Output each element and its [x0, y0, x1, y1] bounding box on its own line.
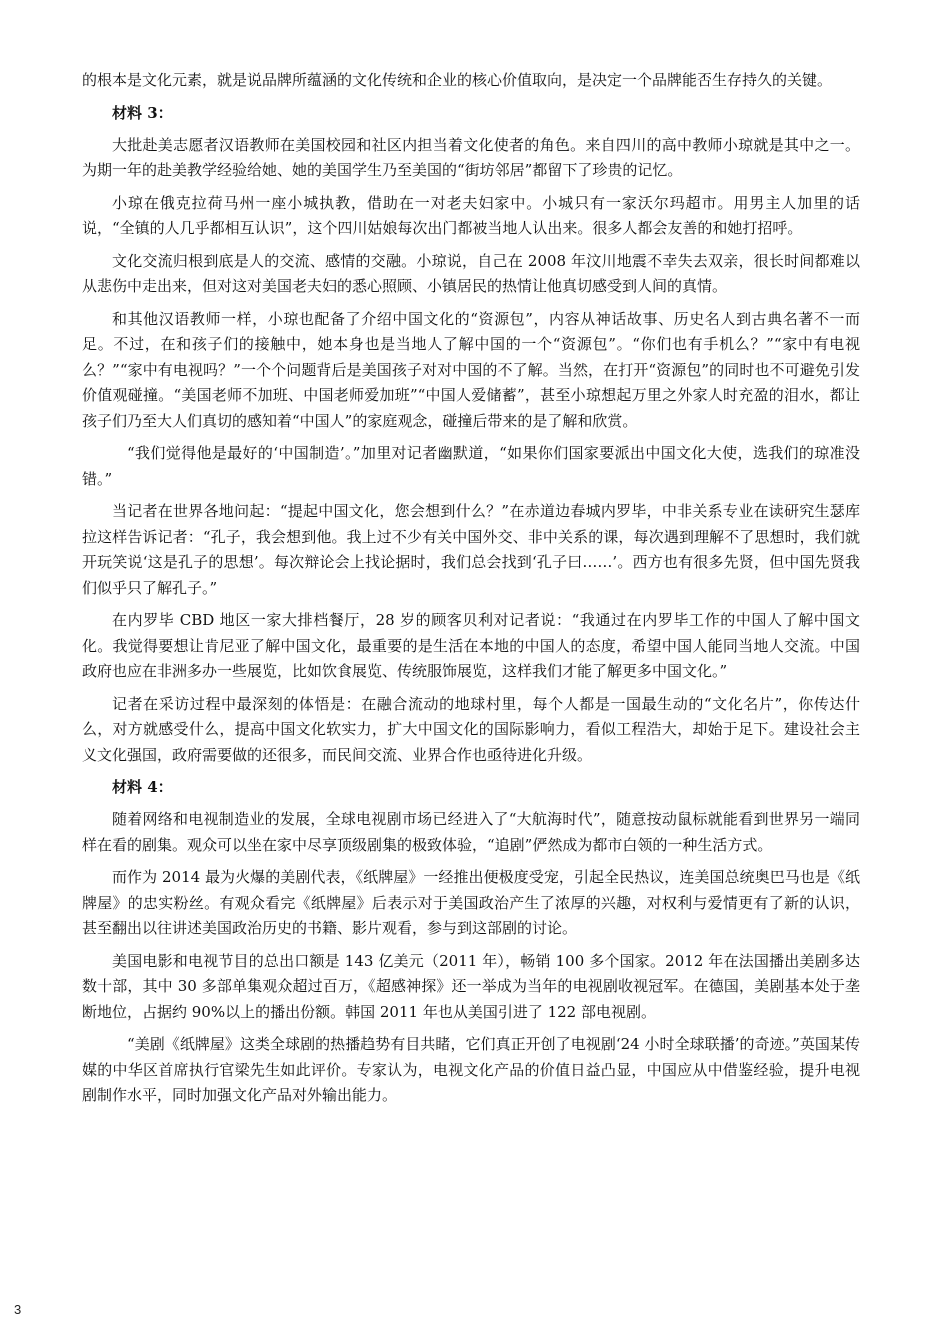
document-body: [82, 68, 860, 1116]
paragraph-continuation: 的根本是文化元素，就是说品牌所蕴涵的文化传统和企业的核心价值取向，是决定一个品牌能否生存持久的关键。: [82, 71, 833, 89]
paragraph: 在内罗毕 CBD 地区一家大排档餐厅，28 岁的顾客贝利对记者说：“我通过在内罗毕工作的中国人了解中国文化。我觉得要想让肯尼亚了解中国文化，最重要的是生活在本地的中国人的态度，希望中国人能同当地人交流。中国政府也应在非洲多办一些展览，比如饮食展览、传统服饰展览，这样我们才能了解更多中国文化。”: [82, 611, 860, 680]
paragraph-quote: “美剧《纸牌屋》这类全球剧的热播趋势有目共睹，它们真正开创了电视剧‘24 小时全球联播’的奇迹。”英国某传媒的中华区首席执行官梁先生如此评价。专家认为，电视文化产品的价值日益凸显，中国应从中借鉴经验，提升电视剧制作水平，同时加强文化产品对外输出能力。: [82, 1035, 860, 1104]
section-heading-material-4: 材料 4：: [112, 778, 173, 796]
section-heading-material-3: 材料 3：: [112, 103, 173, 122]
paragraph: 和其他汉语教师一样，小琼也配备了介绍中国文化的“资源包”，内容从神话故事、历史名人到古典名著不一而足。不过，在和孩子们的接触中，她本身也是当地人了解中国的一个“资源包”。“你们也有手机么？”“家中有电视么？”“家中有电视吗？”一个个问题背后是美国孩子对对中国的不了解。当然，在打开“资源包”的同时也不可避免引发价值观碰撞。“美国老师不加班、中国老师爱加班”“中国人爱储蓄”，甚至小琼想起万里之外家人时充盈的泪水，都让孩子们乃至大人们真切的感知着“中国人”的家庭观念，碰撞后带来的是了解和欣赏。: [82, 309, 860, 430]
paragraph: 文化交流归根到底是人的交流、感情的交融。小琼说，自己在 2008 年汶川地震不幸失去双亲，很长时间都难以从悲伤中走出来，但对这对美国老夫妇的悉心照顾、小镇居民的热情让他真切感受到人间的真情。: [82, 251, 860, 295]
paragraph: 大批赴美志愿者汉语教师在美国校园和社区内担当着文化使者的角色。来自四川的高中教师小琼就是其中之一。为期一年的赴美教学经验给她、她的美国学生乃至美国的“街坊邻居”都留下了珍贵的记忆。: [82, 135, 860, 179]
paragraph-quote: “我们觉得他是最好的‘中国制造’。”加里对记者幽默道，“如果你们国家要派出中国文化大使，选我们的琼准没错。”: [82, 444, 860, 488]
paragraph: 随着网络和电视制造业的发展，全球电视剧市场已经进入了“大航海时代”，随意按动鼠标就能看到世界另一端同样在看的剧集。观众可以坐在家中尽享顶级剧集的极致体验，“追剧”俨然成为都市白领的一种生活方式。: [82, 810, 860, 854]
paragraph: 当记者在世界各地问起：“提起中国文化，您会想到什么？”在赤道边春城内罗毕，中非关系专业在读研究生瑟库拉这样告诉记者：“孔子，我会想到他。我上过不少有关中国外交、非中关系的课，每次遇到理解不了思想时，我们就开玩笑说‘这是孔子的思想’。每次辩论会上找论据时，我们总会找到‘孔子曰……’。西方也有很多先贤，但中国先贤我们似乎只了解孔子。”: [82, 502, 860, 597]
paragraph: 美国电影和电视节目的总出口额是 143 亿美元（2011 年），畅销 100 多个国家。2012 年在法国播出美剧多达数十部，其中 30 多部单集观众超过百万，《超感神探》还一举成为当年的电视剧收视冠军。在德国，美剧基本处于垄断地位，占据约 90%以上的播出份额。韩国 2011 年也从美国引进了 122 部电视剧。: [82, 951, 860, 1021]
paragraph: 记者在采访过程中最深刻的体悟是：在融合流动的地球村里，每个人都是一国最生动的“文化名片”，你传达什么，对方就感受什么，提高中国文化软实力，扩大中国文化的国际影响力，看似工程浩大，却始于足下。建设社会主义文化强国，政府需要做的还很多，而民间交流、业界合作也亟待进化升级。: [82, 694, 860, 764]
page-number: 3: [14, 1302, 22, 1317]
paragraph: 小琼在俄克拉荷马州一座小城执教，借助在一对老夫妇家中。小城只有一家沃尔玛超市。用男主人加里的话说，“全镇的人几乎都相互认识”，这个四川姑娘每次出门都被当地人认出来。很多人都会友善的和她打招呼。: [82, 193, 860, 237]
paragraph: 而作为 2014 最为火爆的美剧代表，《纸牌屋》一经推出便极度受宠，引起全民热议，连美国总统奥巴马也是《纸牌屋》的忠实粉丝。有观众看完《纸牌屋》后表示对于美国政治产生了浓厚的兴趣，对权利与爱情更有了新的认识，甚至翻出以往讲述美国政治历史的书籍、影片观看，参与到这部剧的讨论。: [82, 868, 860, 937]
